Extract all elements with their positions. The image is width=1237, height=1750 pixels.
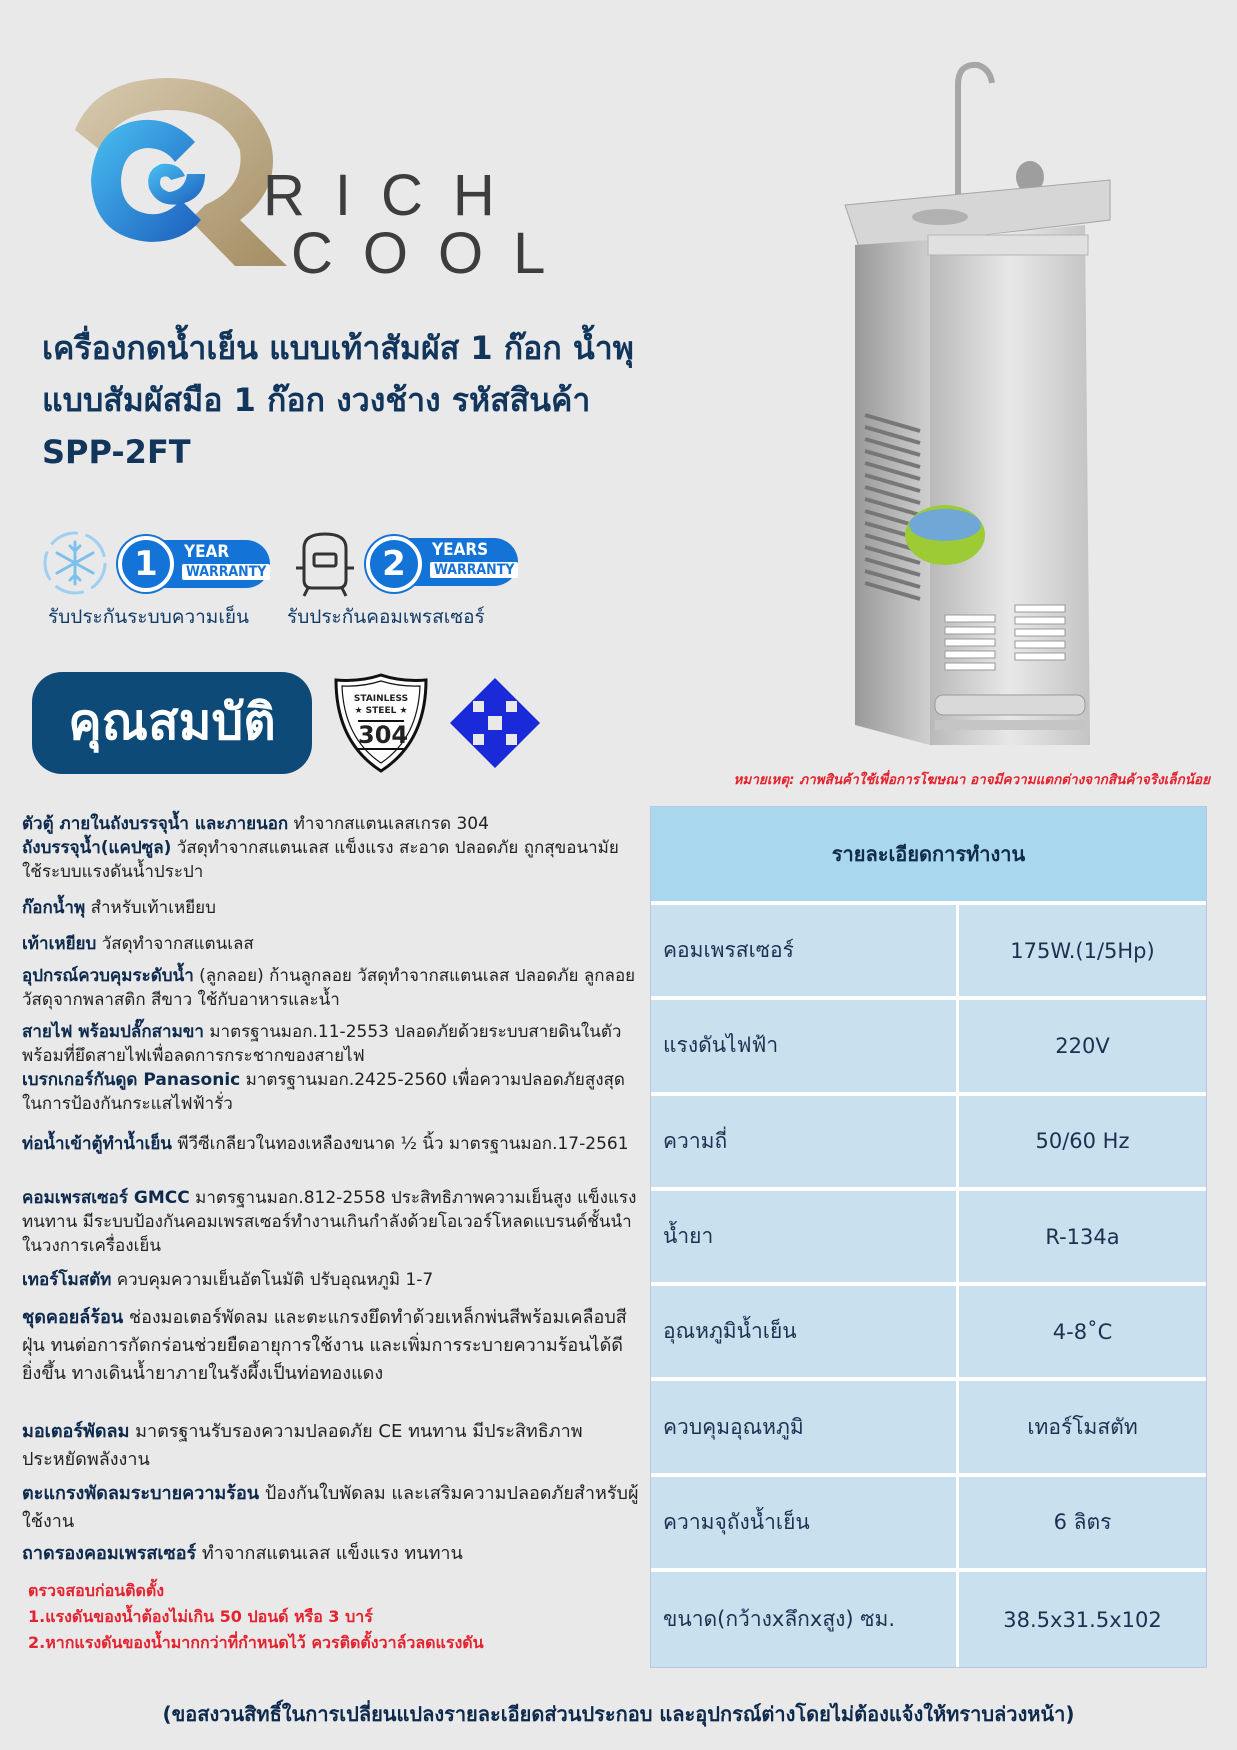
warning-line-2: 2.หากแรงดันของน้ำมากกว่าที่กำหนดไว้ ควรติดตั้งวาล์วลดแรงดัน bbox=[28, 1633, 484, 1652]
feature-text: วัสดุทำจากสแตนเลส แข็งแรง สะอาด ปลอดภัย ถูกสุขอนามัย ใช้ระบบแรงดันน้ำประปา bbox=[22, 838, 619, 882]
spec-label: แรงดันไฟฟ้า bbox=[651, 1000, 959, 1091]
spec-table bbox=[650, 806, 1207, 1668]
tisi-standard-mark-icon bbox=[448, 676, 542, 770]
spec-label: น้ำยา bbox=[651, 1191, 959, 1282]
warning-line-1: 1.แรงดันของน้ำต้องไม่เกิน 50 ปอนด์ หรือ 3 บาร์ bbox=[28, 1607, 373, 1626]
feature-text: สำหรับเท้าเหยียบ bbox=[85, 898, 216, 918]
spec-table-header: รายละเอียดการทำงาน bbox=[651, 807, 1206, 905]
feature-text: มาตรฐานมอก.812-2558 ประสิทธิภาพความเย็นสูง แข็งแรง ทนทาน มีระบบป้องกันคอมเพรสเซอร์ทำงานเกินกำลังด้วยโอเวอร์โหลดแบรนด์ชั้นนำในวงการเครื่องเย็น bbox=[22, 1188, 637, 1256]
feature-item bbox=[22, 1418, 642, 1474]
spec-value: 175W.(1/5Hp) bbox=[1010, 938, 1155, 963]
feature-label: มอเตอร์พัดลม bbox=[22, 1421, 130, 1442]
feature-item bbox=[22, 1268, 642, 1292]
brand-word-cool: COOL bbox=[291, 221, 576, 286]
table-row bbox=[651, 1286, 1206, 1381]
feature-text: มาตรฐานมอก.11-2553 ปลอดภัยด้วยระบบสายดินในตัว พร้อมที่ยึดสายไฟเพื่อลดการกระชากของสายไฟ bbox=[22, 1022, 622, 1066]
spec-label: ขนาด(กว้างxลึกxสูง) ซม. bbox=[651, 1572, 959, 1667]
snowflake-icon bbox=[42, 530, 108, 596]
feature-label: ถังบรรจุน้ำ(แคปซูล) bbox=[22, 838, 172, 858]
spec-value: 50/60 Hz bbox=[1035, 1129, 1130, 1154]
feature-item bbox=[22, 896, 642, 920]
warranty-2-caption: รับประกันคอมเพรสเซอร์ bbox=[287, 606, 485, 628]
feature-label: ชุดคอยล์ร้อน bbox=[22, 1307, 124, 1328]
spec-label: ควบคุมอุณหภูมิ bbox=[651, 1381, 959, 1472]
warranty-2-word2: WARRANTY bbox=[430, 562, 518, 578]
feature-label: คอมเพรสเซอร์ GMCC bbox=[22, 1188, 190, 1208]
feature-item bbox=[22, 1068, 642, 1116]
feature-text: ช่องมอเตอร์พัดลม และตะแกรงยึดทำด้วยเหล็กพ่นสีพร้อมเคลือบสีฝุ่น ทนต่อการกัดกร่อนช่วยยืดอายุการใช้งาน และเพิ่มการระบายความร้อนได้ดียิ่งขึ้น ทางเดินน้ำยาภายในรังผึ้งเป็นท่อทองแดง bbox=[22, 1307, 627, 1384]
feature-text: (ลูกลอย) ก้านลูกลอย วัสดุทำจากสแตนเลส ปลอดภัย ลูกลอยวัสดุจากพลาสติก สีขาว ใช้กับอาหารและน้ำ bbox=[22, 966, 636, 1010]
stainless-middle-text: ★ STEEL ★ bbox=[354, 706, 408, 716]
spec-value: เทอร์โมสตัท bbox=[1027, 1414, 1138, 1439]
feature-label: เท้าเหยียบ bbox=[22, 934, 97, 954]
spec-label: ความถี่ bbox=[651, 1096, 959, 1187]
spec-value: 220V bbox=[1055, 1033, 1110, 1058]
footer-disclaimer: (ขอสงวนสิทธิ์ในการเปลี่ยนแปลงรายละเอียดส่วนประกอบ และอุปกรณ์ต่างโดยไม่ต้องแจ้งให้ทราบล่วงหน้า) bbox=[162, 1702, 1075, 1726]
stainless-grade: 304 bbox=[358, 721, 409, 749]
feature-item bbox=[22, 1480, 642, 1536]
feature-text: ทำจากสแตนเลสเกรด 304 bbox=[288, 814, 489, 834]
feature-label: เบรกเกอร์กันดูด Panasonic bbox=[22, 1070, 241, 1090]
feature-text: พีวีซีเกลียวในทองเหลืองขนาด ½ นิ้ว มาตรฐานมอก.17-2561 bbox=[171, 1134, 629, 1154]
title-line-2: แบบสัมผัสมือ 1 ก๊อก งวงช้าง รหัสสินค้า bbox=[42, 381, 591, 419]
feature-item bbox=[22, 1540, 642, 1568]
feature-label: ก๊อกน้ำพุ bbox=[22, 898, 86, 918]
warning-title: ตรวจสอบก่อนติดตั้ง bbox=[28, 1581, 165, 1600]
table-row bbox=[651, 1191, 1206, 1286]
spec-value: 4-8˚C bbox=[1052, 1319, 1113, 1344]
warranty-1-caption: รับประกันระบบความเย็น bbox=[48, 606, 249, 628]
image-disclaimer-note: หมายเหตุ: ภาพสินค้าใช้เพื่อการโฆษณา อาจมีความแตกต่างจากสินค้าจริงเล็กน้อย bbox=[733, 772, 1210, 788]
feature-text: มาตรฐานมอก.2425-2560 เพื่อความปลอดภัยสูงสุดในการป้องกันกระแสไฟฟ้ารั่ว bbox=[22, 1070, 625, 1114]
title-line-1: เครื่องกดน้ำเย็น แบบเท้าสัมผัส 1 ก๊อก น้ำพุ bbox=[42, 329, 634, 367]
feature-text: ป้องกันใบพัดลม และเสริมความปลอดภัยสำหรับผู้ใช้งาน bbox=[22, 1483, 639, 1532]
table-row bbox=[651, 1477, 1206, 1572]
feature-label: สายไฟ พร้อมปลั๊กสามขา bbox=[22, 1022, 204, 1042]
brand-word-rich: RICH bbox=[263, 163, 525, 228]
feature-label: ท่อน้ำเข้าตู้ทำน้ำเย็น bbox=[22, 1134, 172, 1154]
feature-label: ตะแกรงพัดลมระบายความร้อน bbox=[22, 1483, 260, 1504]
table-row bbox=[651, 1000, 1206, 1095]
water-cooler-image bbox=[840, 55, 1120, 755]
feature-item bbox=[22, 932, 642, 956]
feature-label: ถาดรองคอมเพรสเซอร์ bbox=[22, 1543, 197, 1564]
compressor-icon bbox=[290, 528, 360, 598]
feature-item bbox=[22, 964, 642, 1012]
brand-logo bbox=[55, 70, 576, 286]
feature-label: เทอร์โมสตัท bbox=[22, 1270, 112, 1290]
stainless-304-badge bbox=[332, 672, 430, 774]
table-row bbox=[651, 1572, 1206, 1667]
warranty-badge-1 bbox=[42, 530, 272, 600]
feature-item bbox=[22, 1304, 642, 1388]
table-row bbox=[651, 905, 1206, 1000]
table-row bbox=[651, 1381, 1206, 1476]
feature-text: ทำจากสแตนเลส แข็งแรง ทนทาน bbox=[196, 1543, 463, 1564]
features-heading: คุณสมบัติ bbox=[32, 672, 312, 774]
feature-item bbox=[22, 812, 642, 836]
feature-label: ตัวตู้ ภายในถังบรรจุน้ำ และภายนอก bbox=[22, 814, 289, 834]
feature-item bbox=[22, 836, 642, 884]
warranty-badge-2 bbox=[290, 528, 520, 600]
feature-item bbox=[22, 1132, 642, 1156]
spec-value: 38.5x31.5x102 bbox=[1003, 1607, 1162, 1632]
spec-label: อุณหภูมิน้ำเย็น bbox=[651, 1286, 959, 1377]
spec-value: 6 ลิตร bbox=[1053, 1509, 1112, 1534]
feature-item bbox=[22, 1186, 642, 1258]
feature-item bbox=[22, 1020, 642, 1068]
product-title bbox=[42, 322, 742, 478]
warranty-1-word2: WARRANTY bbox=[182, 564, 270, 580]
warranty-2-number: 2 bbox=[366, 536, 422, 592]
title-line-3: SPP-2FT bbox=[42, 433, 191, 471]
spec-label: ความจุถังน้ำเย็น bbox=[651, 1477, 959, 1568]
stainless-top-text: STAINLESS bbox=[353, 694, 409, 704]
feature-text: วัสดุทำจากสแตนเลส bbox=[96, 934, 254, 954]
table-row bbox=[651, 1096, 1206, 1191]
warranty-2-word1: YEARS bbox=[432, 540, 489, 560]
feature-text: มาตรฐานรับรองความปลอดภัย CE ทนทาน มีประสิทธิภาพ ประหยัดพลังงาน bbox=[22, 1421, 583, 1470]
feature-label: อุปกรณ์ควบคุมระดับน้ำ bbox=[22, 966, 194, 986]
warranty-1-word1: YEAR bbox=[184, 542, 230, 562]
warranty-1-number: 1 bbox=[118, 536, 174, 592]
spec-value: R-134a bbox=[1045, 1224, 1120, 1249]
feature-text: ควบคุมความเย็นอัตโนมัติ ปรับอุณหภูมิ 1-7 bbox=[111, 1270, 434, 1290]
spec-label: คอมเพรสเซอร์ bbox=[651, 905, 959, 996]
install-warning bbox=[28, 1578, 648, 1656]
